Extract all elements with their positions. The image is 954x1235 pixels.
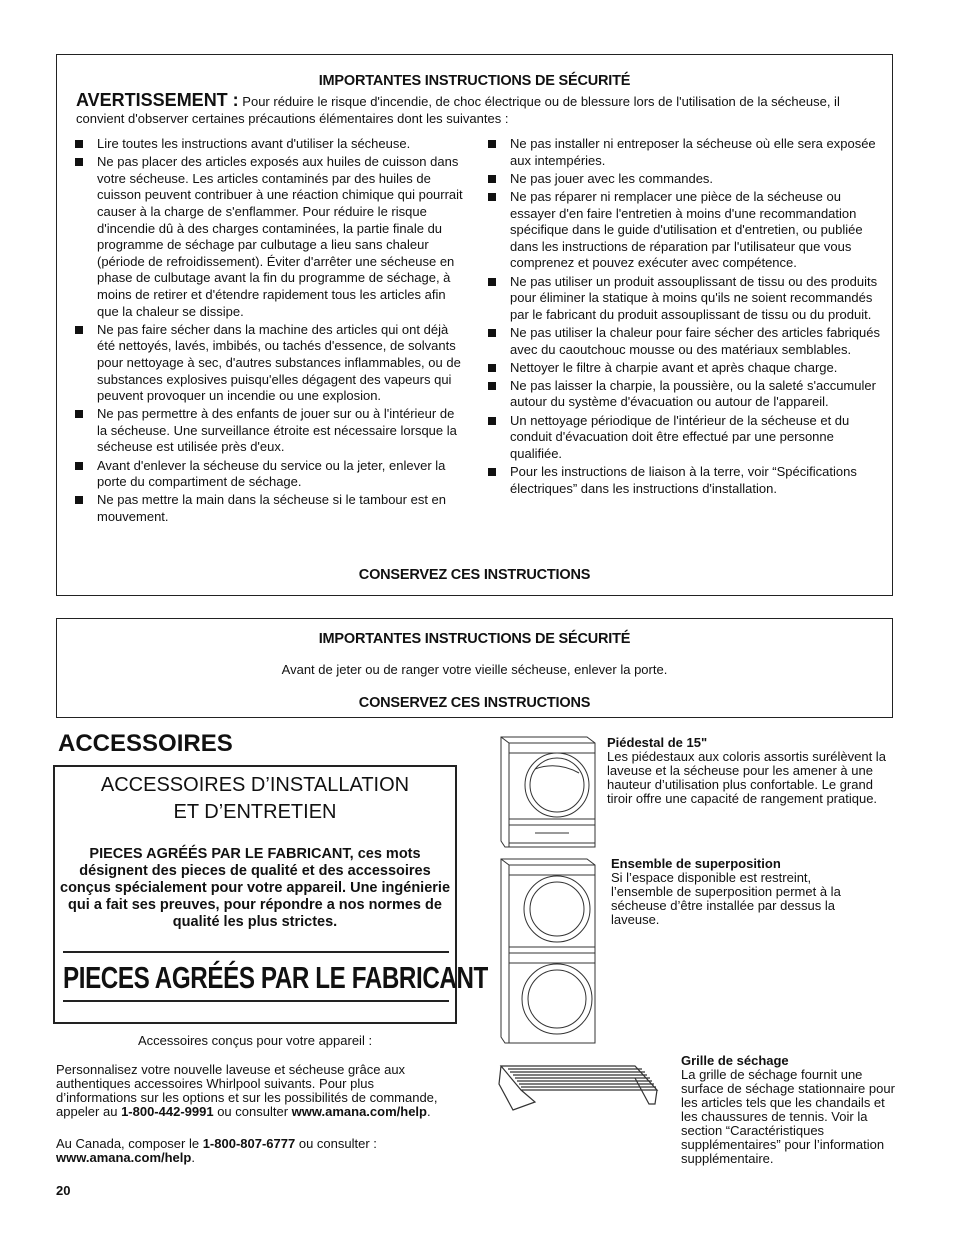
divider	[63, 1000, 449, 1002]
list-item: Nettoyer le filtre à charpie avant et après chaque charge.	[488, 360, 880, 377]
divider	[63, 951, 449, 953]
warning-label: AVERTISSEMENT :	[76, 90, 239, 110]
accessory-title: Grille de séchage	[681, 1053, 789, 1068]
page-number: 20	[56, 1183, 71, 1198]
list-item: Avant d'enlever la sécheuse du service ou la jeter, enlever la porte du compartiment de séchage.	[75, 458, 467, 491]
list-item: Ne pas réparer ni remplacer une pièce de la sécheuse ou essayer d'en faire l'entretien à moins d'une recommandation spécifique dans le guide d'utilisation et d'entretien, ou publiée dans les instructions de réparation par l'utilisateur que vous comprenez et pouvez exécuter avec compétence.	[488, 189, 880, 272]
pedestal-illustration	[495, 733, 599, 851]
stacking-kit-illustration	[495, 855, 599, 1047]
phone-canada: 1-800-807-6777	[202, 1136, 296, 1151]
accessories-caption: Accessoires conçus pour votre appareil :	[137, 1033, 373, 1048]
list-item: Ne pas utiliser la chaleur pour faire sécher des articles fabriqués avec du caoutchouc mousse ou des matériaux semblables.	[488, 325, 880, 358]
accessories-bold-text: PIECES AGRÉÉS PAR LE FABRICANT, ces mots désignent des pieces de qualité et des accessoires conçus spécialement pour votre appareil. Une ingénierie qui a fait ses preuves, pour répondre a nos normes de qualité les plus strictes.	[60, 846, 451, 930]
url-link[interactable]: www.amana.com/help	[291, 1104, 427, 1119]
list-item: Ne pas mettre la main dans la sécheuse si le tambour est en mouvement.	[75, 492, 467, 525]
list-item: Pour les instructions de liaison à la terre, voir “Spécifications électriques” dans les instructions d'installation.	[488, 464, 880, 497]
safety-footer: CONSERVEZ CES INSTRUCTIONS	[358, 567, 591, 583]
drying-rack-illustration	[495, 1060, 665, 1118]
accessory-description: La grille de séchage fournit une surface de séchage stationnaire pour les articles tels que les chandails et les chaussures de tennis. Voir la section “Caractéristiques supplémentaires” pour l’information supplémentaire.	[681, 1067, 895, 1166]
list-item: Ne pas jouer avec les commandes.	[488, 171, 880, 188]
door-safety-header: IMPORTANTES INSTRUCTIONS DE SÉCURITÉ	[318, 631, 631, 647]
list-item: Un nettoyage périodique de l'intérieur de la sécheuse et du conduit d'évacuation doit être effectué par une personne qualifiée.	[488, 413, 880, 463]
accessory-description: Les piédestaux aux coloris assortis surélèvent la laveuse et la sécheuse pour les amener à une hauteur d’utilisation plus confortable. Le grand tiroir offre une capacité de rangement pratique.	[607, 749, 886, 806]
accessory-pedestal	[607, 736, 899, 806]
list-item: Ne pas utiliser un produit assouplissant de tissu ou des produits pour éliminer la statique à moins qu'ils ne soient recommandés par le fabricant du produit assouplissant de tissu ou du produit.	[488, 274, 880, 324]
warning-text: Pour réduire le risque d'incendie, de choc électrique ou de blessure lors de l'utilisation de la sécheuse, il convient d'observer certaines précautions élémentaires dont les suivantes :	[76, 94, 840, 126]
left-safety-list	[75, 136, 467, 527]
accessory-stacking-kit	[611, 857, 849, 927]
accessory-title: Piédestal de 15"	[607, 735, 708, 750]
right-safety-list	[488, 136, 880, 499]
list-item: Lire toutes les instructions avant d'utiliser la sécheuse.	[75, 136, 467, 153]
list-item: Ne pas installer ni entreposer la sécheuse où elle sera exposée aux intempéries.	[488, 136, 880, 169]
list-item: Ne pas laisser la charpie, la poussière, ou la saleté s'accumuler autour du système d'évacuation ou autour de l'appareil.	[488, 378, 880, 411]
warning-paragraph	[76, 92, 876, 127]
safety-header: IMPORTANTES INSTRUCTIONS DE SÉCURITÉ	[318, 73, 631, 89]
accessories-subtitle: ACCESSOIRES D’INSTALLATION ET D’ENTRETIEN	[100, 774, 410, 823]
list-item: Ne pas placer des articles exposés aux huiles de cuisson dans votre sécheuse. Les articles contaminés par des huiles de cuisson peuvent contribuer à une réaction chimique qui pourrait causer à la charge de s'enflammer. Pour réduire le risque d'incendie dû à des charges contaminées, la partie finale du programme de séchage par culbutage a lieu sans chaleur (période de refroidissement). Éviter d'arrêter une sécheuse en phase de culbutage avant la fin du programme de séchage, à moins de retirer et d'étendre rapidement tous les articles afin que la chaleur se dissipe.	[75, 154, 467, 320]
list-item: Ne pas faire sécher dans la machine des articles qui ont déjà été nettoyés, lavés, imbibés, ou tachés d'essence, de solvants pour nettoyage à sec, d'autres substances inflammables, ou de substances explosives puisqu'elles dégagent des vapeurs qui peuvent provoquer un incendie ou une explosion.	[75, 322, 467, 405]
accessory-title: Ensemble de superposition	[611, 856, 781, 871]
contact-paragraph-canada: Au Canada, composer le 1-800-807-6777 ou consulter : www.amana.com/help.	[56, 1136, 377, 1165]
door-safety-text: Avant de jeter ou de ranger votre vieille sécheuse, enlever la porte.	[281, 662, 668, 677]
list-item: Ne pas permettre à des enfants de jouer sur ou à l'intérieur de la sécheuse. Une surveillance étroite est nécessaire lorsque la sécheuse est utilisée près d'eux.	[75, 406, 467, 456]
accessory-drying-rack	[681, 1054, 903, 1166]
contact-paragraph-us: Personnalisez votre nouvelle laveuse et sécheuse grâce aux authentiques accessoires Whirlpool suivants. Pour plus d’informations sur les options et sur les possibilités de commande, appeler au 1-800-442-9991 ou consulter www.amana.com/help.	[56, 1062, 438, 1119]
door-safety-footer: CONSERVEZ CES INSTRUCTIONS	[358, 695, 591, 711]
section-title: ACCESSOIRES	[58, 730, 233, 757]
pieces-logo-text: PIECES AGRÉÉS PAR LE FABRICANT	[63, 960, 488, 995]
url-link[interactable]: www.amana.com/help	[56, 1150, 192, 1165]
accessory-description: Si l’espace disponible est restreint, l’ensemble de superposition permet à la sécheuse d’être installée par dessus la laveuse.	[611, 870, 841, 927]
phone-us: 1-800-442-9991	[121, 1104, 214, 1119]
